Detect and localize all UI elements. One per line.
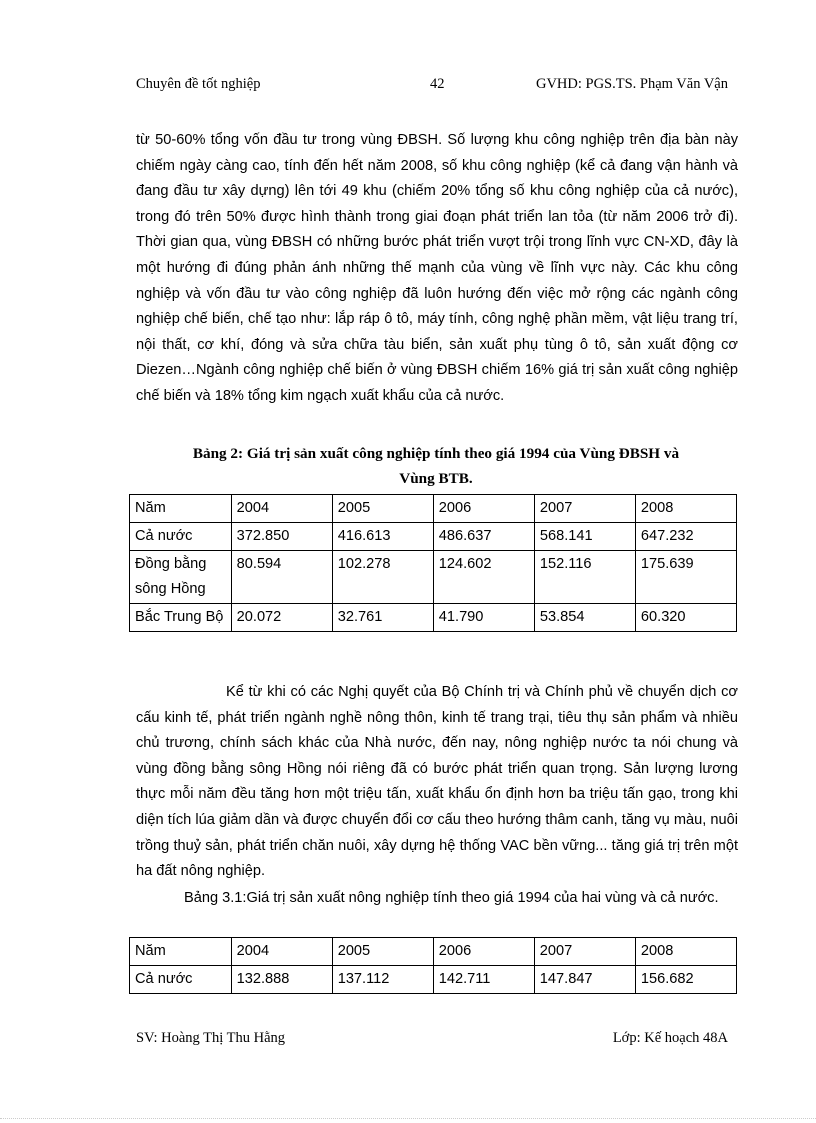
table-cell: 41.790 <box>433 604 534 632</box>
table-header-cell: 2007 <box>534 938 635 966</box>
table-header-cell: Năm <box>130 495 232 523</box>
table-header-cell: 2004 <box>231 938 332 966</box>
table-header-cell: 2006 <box>433 495 534 523</box>
table-header-row <box>130 938 737 966</box>
table-cell: Bắc Trung Bộ <box>130 604 232 632</box>
table-cell: 156.682 <box>635 966 736 994</box>
table-cell: 102.278 <box>332 551 433 604</box>
table-header-cell: 2008 <box>635 938 736 966</box>
paragraph-industry: từ 50-60% tổng vốn đầu tư trong vùng ĐBSH. Số lượng khu công nghiệp trên địa bàn này chiếm ngày càng cao, tính đến hết năm 2008, số khu công nghiệp (kể cả đang vận hành và đang đầu tư xây dựng) lên tới 49 khu (chiếm 20% tổng số khu công nghiệp của cả nước), trong đó trên 50% được hình thành trong giai đoạn phát triển lan tỏa (từ năm 2006 trở đi). Thời gian qua, vùng ĐBSH có những bước phát triển vượt trội trong lĩnh vực CN-XD, đây là một hướng đi đúng phản ánh những thế mạnh của vùng về lĩnh vực này. Các khu công nghiệp và vốn đầu tư vào công nghiệp đã luôn hướng đến việc mở rộng các ngành công nghiệp chế biến, chế tạo như: lắp ráp ô tô, máy tính, công nghệ phần mềm, vật liệu trang trí, nội thất, cơ khí, đóng và sửa chữa tàu biển, sản xuất phụ tùng ô tô, sản xuất động cơ Diezen…Ngành công nghiệp chế biến ở vùng ĐBSH chiếm 16% giá trị sản xuất công nghiệp chế biến và 18% tổng kim ngạch xuất khẩu của cả nước. <box>136 132 738 404</box>
table-cell: 416.613 <box>332 523 433 551</box>
table-cell: 20.072 <box>231 604 332 632</box>
table-header-cell: 2006 <box>433 938 534 966</box>
table1-caption-line1: Bảng 2: Giá trị sản xuất công nghiệp tính theo giá 1994 của Vùng ĐBSH và <box>192 445 680 462</box>
table-header-cell: 2007 <box>534 495 635 523</box>
table-cell: 647.232 <box>635 523 736 551</box>
agriculture-value-table <box>129 937 737 994</box>
table-cell: 137.112 <box>332 966 433 994</box>
page-number: 42 <box>430 76 445 92</box>
industry-value-table <box>129 494 737 632</box>
table1-caption <box>130 441 742 491</box>
page-bottom-edge <box>0 1118 816 1119</box>
table-header-cell: 2005 <box>332 495 433 523</box>
table-cell: 147.847 <box>534 966 635 994</box>
table-header-cell: 2008 <box>635 495 736 523</box>
table-cell: 175.639 <box>635 551 736 604</box>
page-header <box>136 76 728 98</box>
table-cell: 60.320 <box>635 604 736 632</box>
table-row <box>130 551 737 604</box>
table-row <box>130 966 737 994</box>
table-header-cell: Năm <box>130 938 232 966</box>
table-cell: 132.888 <box>231 966 332 994</box>
table-header-cell: 2005 <box>332 938 433 966</box>
table-cell: 372.850 <box>231 523 332 551</box>
table1-caption-line2: Vùng BTB. <box>399 470 473 487</box>
table-cell: 152.116 <box>534 551 635 604</box>
table-cell: 568.141 <box>534 523 635 551</box>
table-header-row <box>130 495 737 523</box>
header-document-title: Chuyên đề tốt nghiệp <box>136 76 261 92</box>
page-footer <box>136 1030 728 1052</box>
header-supervisor: GVHD: PGS.TS. Phạm Văn Vận <box>535 76 728 92</box>
table-cell: 486.637 <box>433 523 534 551</box>
footer-class: Lớp: Kế hoạch 48A <box>612 1030 728 1046</box>
table-cell: 124.602 <box>433 551 534 604</box>
table-cell: 142.711 <box>433 966 534 994</box>
table-cell: Đồng bằng sông Hồng <box>130 551 232 604</box>
table-row <box>130 604 737 632</box>
table-cell: Cả nước <box>130 966 232 994</box>
table-header-cell: 2004 <box>231 495 332 523</box>
paragraph-agriculture: Kể từ khi có các Nghị quyết của Bộ Chính trị và Chính phủ về chuyển dịch cơ cấu kinh tế, phát triển ngành nghề nông thôn, kinh tế trang trại, tiêu thụ sản phẩm và nhiều chủ trương, chính sách khác của Nhà nước, đến nay, nông nghiệp nước ta nói chung và vùng đồng bằng sông Hồng nói riêng đã có bước phát triển quan trọng. Sản lượng lương thực mỗi năm đều tăng hơn một triệu tấn, xuất khẩu ổn định hơn ba triệu tấn gạo, trong khi diện tích lúa giảm dần và được chuyển đổi cơ cấu theo hướng thâm canh, tăng vụ màu, nuôi trồng thuỷ sản, phát triển chăn nuôi, xây dựng hệ thống VAC bền vững... tăng giá trị trên một ha đất nông nghiệp. <box>136 684 738 880</box>
table-cell: Cả nước <box>130 523 232 551</box>
table-cell: 53.854 <box>534 604 635 632</box>
footer-student-name: SV: Hoàng Thị Thu Hằng <box>136 1030 286 1046</box>
table2-caption: Bảng 3.1:Giá trị sản xuất nông nghiệp tính theo giá 1994 của hai vùng và cả nước. <box>184 890 719 906</box>
table-row <box>130 523 737 551</box>
table-cell: 80.594 <box>231 551 332 604</box>
table-cell: 32.761 <box>332 604 433 632</box>
